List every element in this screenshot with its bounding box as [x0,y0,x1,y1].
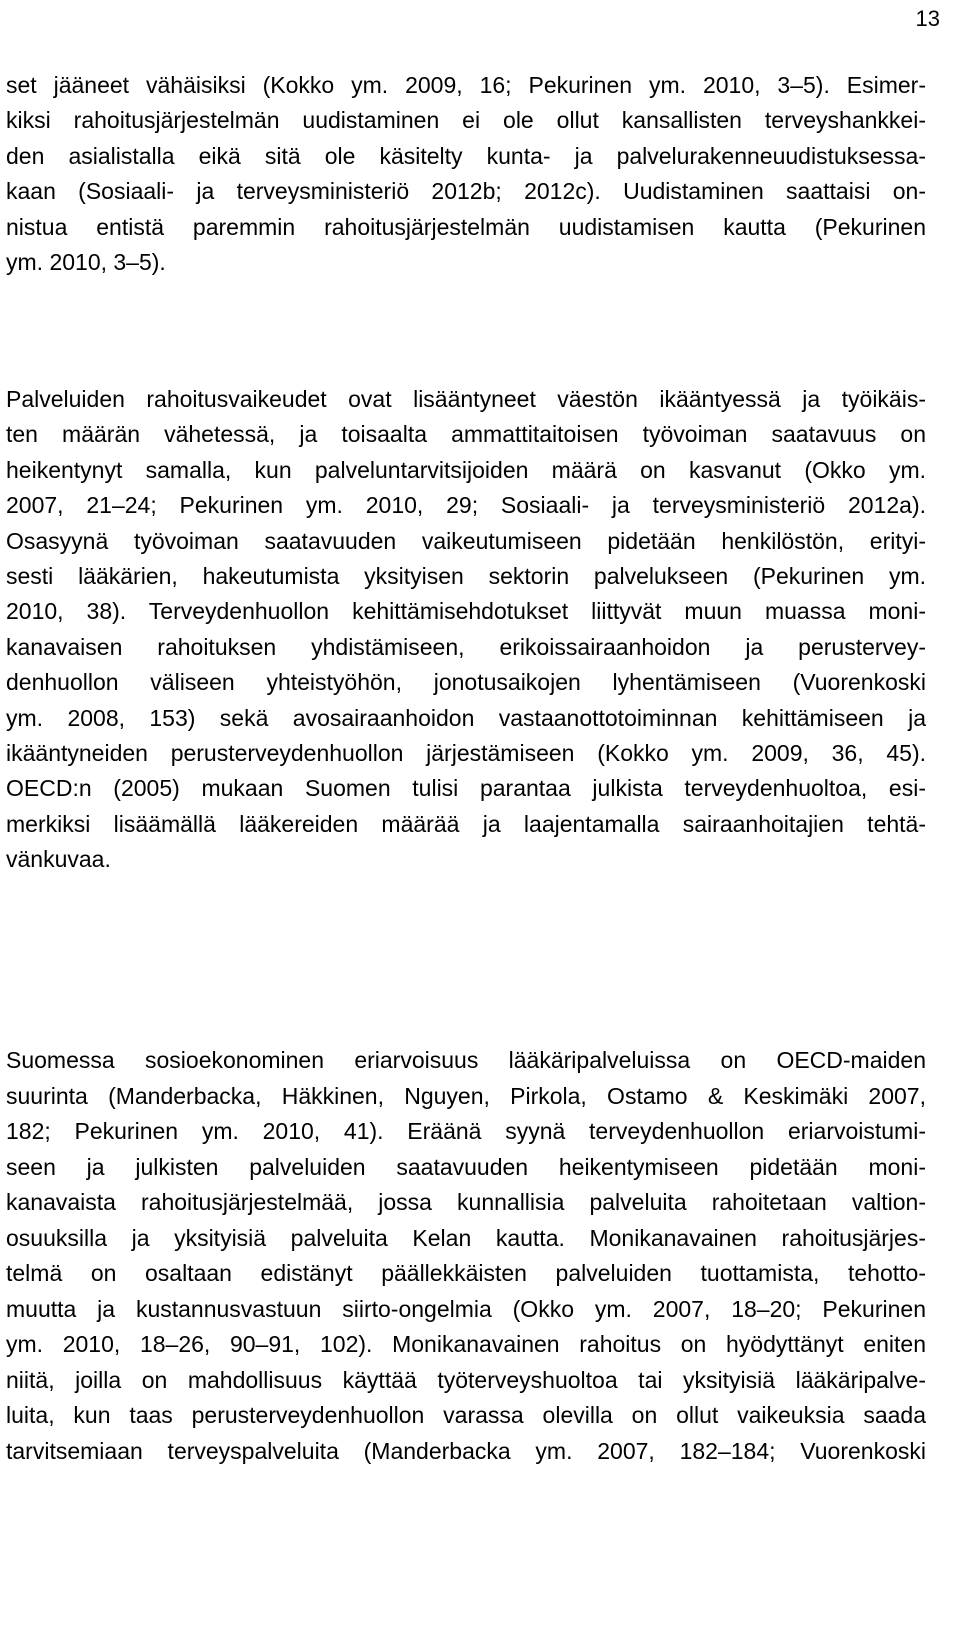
text-line: niitä, joilla on mahdollisuus käyttää työterveyshuoltoa tai yksityisiä lääkäripalve- [6,1366,926,1393]
text-line: heikentynyt samalla, kun palveluntarvitsijoiden määrä on kasvanut (Okko ym. [6,456,926,483]
text-line: 2010, 38). Terveydenhuollon kehittämisehdotukset liittyvät muun muassa moni- [6,598,926,625]
text-line: denhuollon väliseen yhteistyöhön, jonotusaikojen lyhentämiseen (Vuorenkoski [6,669,926,696]
text-line: ten määrän vähetessä, ja toisaalta ammattitaitoisen työvoiman saatavuus on [6,421,926,448]
paragraph [6,1043,926,1469]
text-line: telmä on osaltaan edistänyt päällekkäisten palveluiden tuottamista, tehotto- [6,1260,926,1286]
text-line: vänkuvaa. [6,846,111,873]
text-line: seen ja julkisten palveluiden saatavuuden heikentymiseen pidetään moni- [6,1153,926,1180]
text-line: 182; Pekurinen ym. 2010, 41). Eräänä syynä terveydenhuollon eriarvoistumi- [6,1118,926,1144]
text-line: ym. 2010, 3–5). [6,248,166,275]
text-line: kaan (Sosiaali- ja terveysministeriö 2012b; 2012c). Uudistaminen saattaisi on- [6,178,926,205]
text-line: osuuksilla ja yksityisiä palveluita Kelan kautta. Monikanavainen rahoitusjärjes- [6,1224,926,1251]
paragraph [6,68,926,280]
text-line: set jääneet vähäisiksi (Kokko ym. 2009, 16; Pekurinen ym. 2010, 3–5). Esimer- [6,72,926,98]
text-line: suurinta (Manderbacka, Häkkinen, Nguyen, Pirkola, Ostamo & Keskimäki 2007, [6,1082,926,1109]
text-line: luita, kun taas perusterveydenhuollon varassa olevilla on ollut vaikeuksia saada [6,1402,926,1428]
text-line: nistua entistä paremmin rahoitusjärjestelmän uudistamisen kautta (Pekurinen [6,213,926,240]
page-number: 13 [915,6,940,31]
text-line: merkiksi lisäämällä lääkereiden määrää ja laajentamalla sairaanhoitajien tehtä- [6,810,926,837]
text-line: Osasyynä työvoiman saatavuuden vaikeutumiseen pidetään henkilöstön, erityi- [6,527,926,554]
text-line: kanavaisen rahoituksen yhdistämiseen, erikoissairaanhoidon ja perustervey- [6,633,926,660]
text-line: ym. 2008, 153) sekä avosairaanhoidon vastaanottotoiminnan kehittämiseen ja [6,704,926,731]
text-line: kanavaista rahoitusjärjestelmää, jossa kunnallisia palveluita rahoitetaan valtion- [6,1189,926,1215]
text-line: Suomessa sosioekonominen eriarvoisuus lääkäripalveluissa on OECD-maiden [6,1047,926,1073]
text-line: tarvitsemiaan terveyspalveluita (Manderbacka ym. 2007, 182–184; Vuorenkoski [6,1437,926,1464]
text-line: muutta ja kustannusvastuun siirto-ongelmia (Okko ym. 2007, 18–20; Pekurinen [6,1295,926,1322]
text-line: sesti lääkärien, hakeutumista yksityisen sektorin palvelukseen (Pekurinen ym. [6,562,926,589]
text-line: den asialistalla eikä sitä ole käsitelty kunta- ja palvelurakenneuudistuksessa- [6,142,926,169]
paragraph [6,382,926,877]
text-line: ikääntyneiden perusterveydenhuollon järjestämiseen (Kokko ym. 2009, 36, 45). [6,739,926,766]
text-line: OECD:n (2005) mukaan Suomen tulisi parantaa julkista terveydenhuoltoa, esi- [6,775,926,802]
text-line: Palveluiden rahoitusvaikeudet ovat lisääntyneet väestön ikääntyessä ja työikäis- [6,386,926,412]
text-line: kiksi rahoitusjärjestelmän uudistaminen ei ole ollut kansallisten terveyshankkei- [6,107,926,134]
text-line: ym. 2010, 18–26, 90–91, 102). Monikanavainen rahoitus on hyödyttänyt eniten [6,1331,926,1357]
text-line: 2007, 21–24; Pekurinen ym. 2010, 29; Sosiaali- ja terveysministeriö 2012a). [6,492,926,519]
